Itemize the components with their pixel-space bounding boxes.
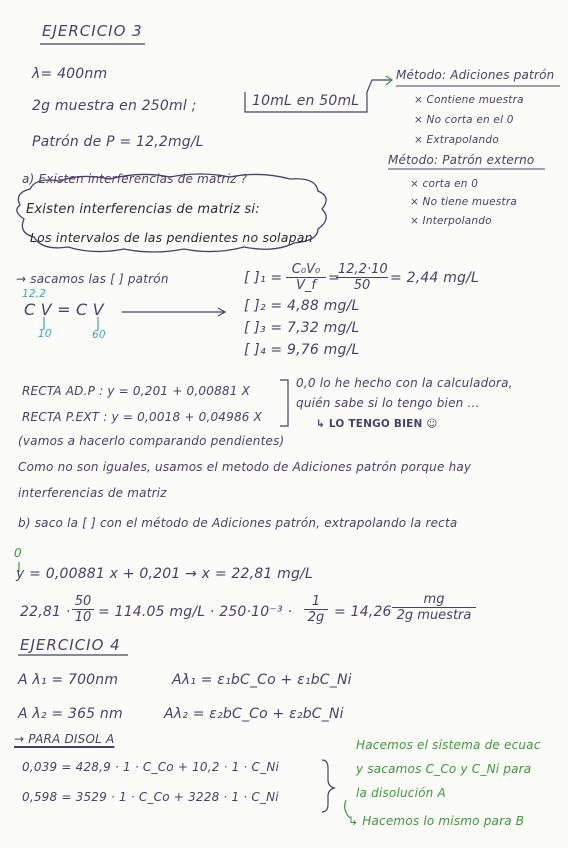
calc-unit	[392, 592, 476, 623]
cloud-line-2: Los intervalos de las pendientes no solapan	[30, 230, 313, 245]
como-text-1: Como no son iguales, usamos el metodo de Adiciones patrón porque hay	[18, 460, 472, 474]
y-equation: y = 0,00881 x + 0,201 → x = 22,81 mg/L	[16, 566, 313, 582]
method-add-item: × Extrapolando	[414, 134, 499, 146]
method-add-item: × No corta en el 0	[414, 114, 514, 126]
lambda1: A λ₁ = 700nm	[18, 672, 119, 688]
dilution-text: 10mL en 50mL	[252, 93, 360, 109]
ex3-title: EJERCICIO 3	[42, 22, 143, 40]
cv-60: 60	[92, 329, 106, 341]
calc-fraction-2	[304, 594, 328, 625]
calc-denominator-2: 2g	[307, 610, 325, 625]
calc-equals: = 14,26	[334, 604, 392, 620]
c1-denominator: V_f	[296, 278, 316, 293]
cv-small-value: 12,2	[22, 288, 47, 300]
recta-bracket	[280, 380, 288, 426]
sacamos-text: → sacamos las [ ] patrón	[16, 272, 169, 286]
c4-result: [ ]₄ = 9,76 mg/L	[244, 342, 360, 358]
cloud-line-1: Existen interferencias de matriz si:	[26, 202, 260, 217]
c1-equals: =	[328, 270, 340, 286]
c1-result: = 2,44 mg/L	[390, 270, 480, 286]
calc-note-1: 0,0 lo he hecho con la calculadora,	[296, 376, 513, 390]
system-brace	[322, 760, 334, 812]
ex4-title: EJERCICIO 4	[20, 636, 121, 654]
calc-denominator: 10	[74, 610, 92, 625]
calc-unit-den: 2g muestra	[396, 608, 472, 623]
recta-pext: RECTA P.EXT : y = 0,0018 + 0,04986 X	[22, 410, 263, 424]
calc-unit-num: mg	[392, 592, 476, 608]
calc-numerator: 50	[72, 594, 94, 610]
lambda-value: λ= 400nm	[32, 66, 108, 82]
calc-note-2: quién sabe si lo tengo bien ...	[296, 396, 480, 410]
como-text-2: interferencias de matriz	[18, 486, 167, 500]
c1-numerator: C₀V₀	[286, 262, 326, 278]
cv-equation: C V = C V	[24, 300, 104, 319]
green-note-2: y sacamos C_Co y C_Ni para	[356, 762, 532, 776]
method-add-title: Método: Adiciones patrón	[396, 68, 555, 82]
system-eq-1: 0,039 = 428,9 · 1 · C_Co + 10,2 · 1 · C_Ni	[22, 760, 280, 774]
system-eq-2: 0,598 = 3529 · 1 · C_Co + 3228 · 1 · C_Ni	[22, 790, 279, 804]
c2-result: [ ]₂ = 4,88 mg/L	[244, 298, 360, 314]
sample-text: 2g muestra en 250ml ;	[32, 98, 197, 114]
calc-start: 22,81 ·	[20, 604, 71, 620]
c1-denominator-2: 50	[353, 278, 371, 293]
standard-text: Patrón de P = 12,2mg/L	[32, 134, 204, 150]
c1-fraction-2	[336, 262, 388, 293]
green-note-4: ↳ Hacemos lo mismo para B	[348, 814, 525, 828]
cv-10: 10	[38, 328, 52, 340]
cv-arrow-head	[218, 308, 225, 316]
calc-numerator-2: 1	[304, 594, 328, 610]
c1-lhs: [ ]₁ =	[244, 270, 283, 286]
green-note-3: la disolución A	[356, 786, 446, 800]
method-ext-item: × No tiene muestra	[410, 196, 517, 208]
c1-numerator-2: 12,2·10	[338, 262, 388, 277]
c1-fraction	[286, 262, 326, 293]
question-b: b) saco la [ ] con el método de Adiciones patrón, extrapolando la recta	[18, 516, 458, 530]
method-ext-title: Método: Patrón externo	[388, 153, 535, 167]
zero-mark: 0	[14, 546, 22, 560]
arrow-to-method	[386, 76, 392, 85]
question-a: a) Existen interferencias de matriz ?	[22, 172, 248, 186]
lambda2: A λ₂ = 365 nm	[18, 706, 123, 722]
method-ext-item: × corta en 0	[410, 178, 479, 190]
disol-a-heading: → PARA DISOL A	[14, 732, 115, 746]
calc-note-3: ↳ LO TENGO BIEN ☺	[316, 418, 438, 430]
lambda2-eq: Aλ₂ = ε₂bC_Co + ε₂bC_Ni	[164, 706, 344, 722]
method-ext-item: × Interpolando	[410, 215, 492, 227]
method-add-item: × Contiene muestra	[414, 94, 524, 106]
recta-adp: RECTA AD.P : y = 0,201 + 0,00881 X	[22, 384, 251, 398]
c3-result: [ ]₃ = 7,32 mg/L	[244, 320, 360, 336]
green-note-1: Hacemos el sistema de ecuac	[356, 738, 541, 752]
calc-fraction	[72, 594, 94, 625]
comparando-text: (vamos a hacerlo comparando pendientes)	[18, 434, 285, 448]
calc-mid: = 114.05 mg/L · 250·10⁻³ ·	[98, 604, 293, 620]
lambda1-eq: Aλ₁ = ε₁bC_Co + ε₁bC_Ni	[172, 672, 352, 688]
